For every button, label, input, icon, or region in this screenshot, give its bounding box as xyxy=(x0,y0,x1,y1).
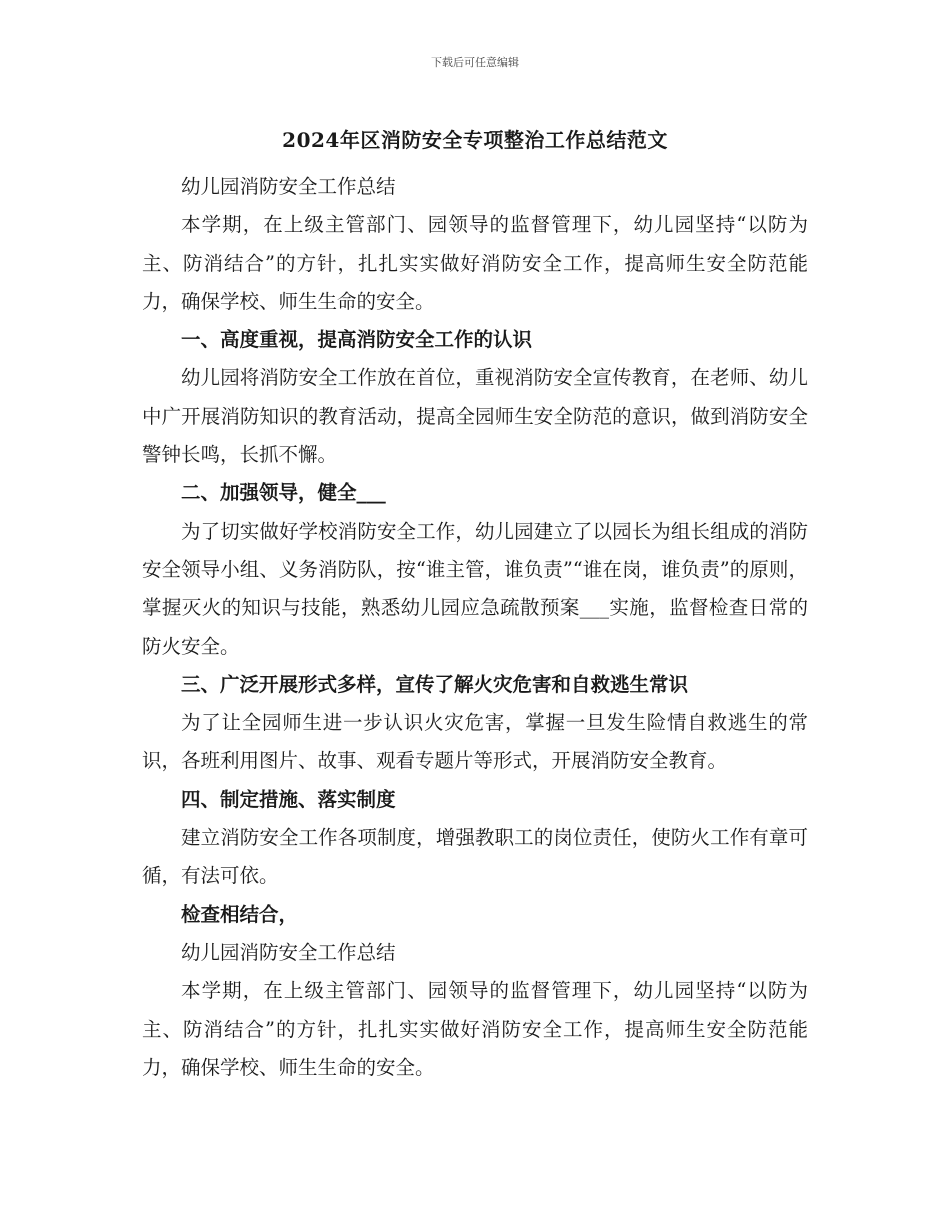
header-note: 下载后可任意编辑 xyxy=(431,56,519,69)
paragraph: 幼儿园消防安全工作总结 xyxy=(181,175,396,198)
section-heading: 二、加强领导，健全___ xyxy=(181,481,386,505)
document-body xyxy=(142,168,808,1087)
paragraph: 幼儿园消防安全工作总结 xyxy=(181,940,396,964)
paragraph: 本学期，在上级主管部门、园领导的监督管理下，幼儿园坚持“以防为主、防消结合”的方针，扎扎实实做好消防安全工作，提高师生安全防范能力，确保学校、师生生命的安全。 xyxy=(142,979,808,1079)
section-heading: 一、高度重视，提高消防安全工作的认识 xyxy=(181,328,533,352)
paragraph: 建立消防安全工作各项制度，增强教职工的岗位责任，使防火工作有章可循，有法可依。 xyxy=(142,826,808,888)
paragraph: 本学期，在上级主管部门、园领导的监督管理下，幼儿园坚持“以防为主、防消结合”的方针，扎扎实实做好消防安全工作，提高师生安全防范能力，确保学校、师生生命的安全。 xyxy=(142,213,808,313)
paragraph: 为了让全园师生进一步认识火灾危害，掌握一旦发生险情自救逃生的常识，各班利用图片、故事、观看专题片等形式，开展消防安全教育。 xyxy=(142,711,808,773)
document-title: 2024年区消防安全专项整治工作总结范文 xyxy=(282,128,668,152)
section-heading: 三、广泛开展形式多样，宣传了解火灾危害和自救逃生常识 xyxy=(181,672,689,696)
section-heading: 检查相结合， xyxy=(181,902,299,926)
section-heading: 四、制定措施、落实制度 xyxy=(181,787,396,811)
paragraph: 为了切实做好学校消防安全工作，幼儿园建立了以园长为组长组成的消防安全领导小组、义务消防队，按“谁主管，谁负责”“谁在岗，谁负责”的原则，掌握灭火的知识与技能，熟悉幼儿园应急疏散预案___实施，监督检查日常的防火安全。 xyxy=(142,519,808,658)
paragraph: 幼儿园将消防安全工作放在首位，重视消防安全宣传教育，在老师、幼儿中广开展消防知识的教育活动，提高全园师生安全防范的意识，做到消防安全警钟长鸣，长抓不懈。 xyxy=(142,366,808,467)
